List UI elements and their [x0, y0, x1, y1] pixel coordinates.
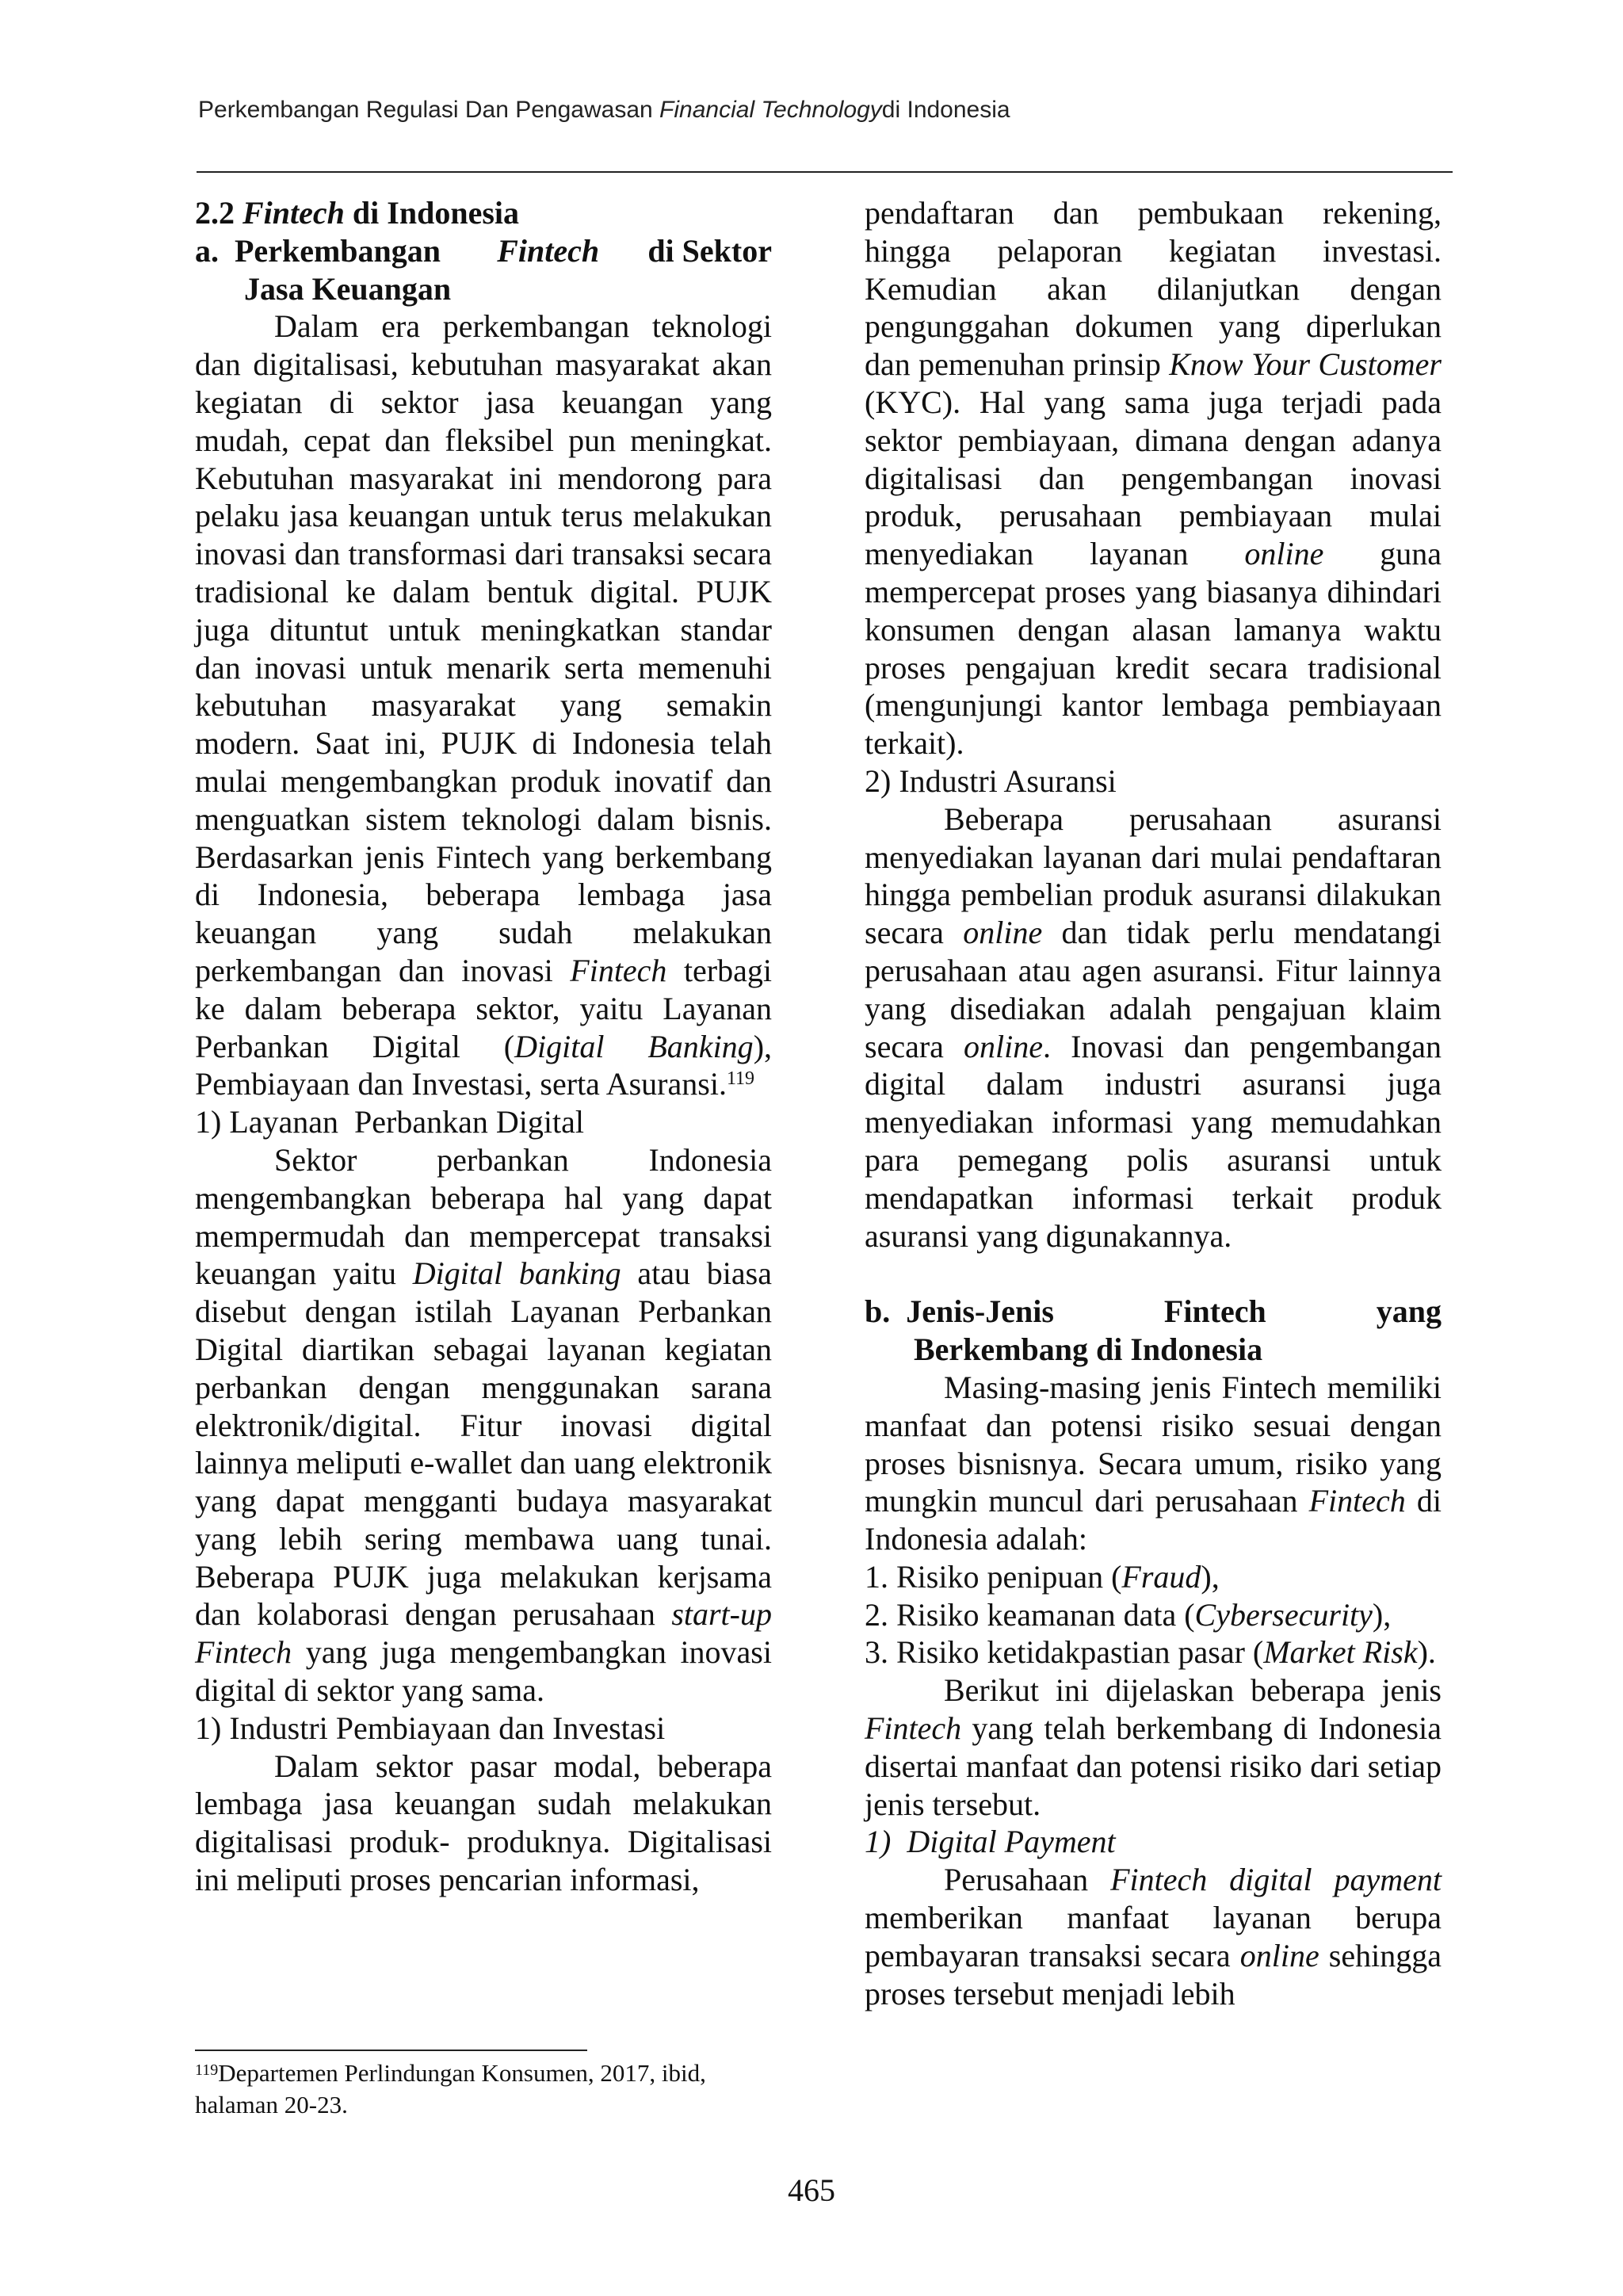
list-item: 2. Risiko keamanan data (Cybersecurity),: [865, 1596, 1392, 1633]
paragraph: Sektor perbankan Indonesia mengembangkan beberapa hal yang dapat mempermudah dan mempercepat transaksi keuangan yaitu Digital banking atau biasa disebut dengan istilah Layanan Perbankan Digital diartikan sebagai layanan kegiatan perbankan dengan menggunakan sarana elektronik/digital. Fitur inovasi digital lainnya meliputi e-wallet dan uang elektronik yang dapat mengganti budaya masyarakat yang lebih sering membawa uang tunai. Beberapa PUJK juga melakukan kerjsama dan kolaborasi dengan perusahaan start-up Fintech yang juga mengembangkan inovasi digital di sektor yang sama.: [195, 1141, 772, 1709]
subheading-insurance: 2) Industri Asuransi: [865, 762, 1117, 799]
subheading-digital-banking: 1) Layanan Perbankan Digital: [195, 1104, 584, 1140]
subsection-a-heading: a. Perkembangan Fintech di Sektor Jasa Keuangan: [195, 232, 772, 307]
left-column: [195, 194, 772, 1899]
header-rule: [197, 171, 1453, 173]
spacer: [865, 1255, 1442, 1293]
section-heading: 2.2 Fintech di Indonesia: [195, 195, 520, 231]
paragraph: Berikut ini dijelaskan beberapa jenis Fintech yang telah berkembang di Indonesia disertai manfaat dan potensi risiko dari setiap jenis tersebut.: [865, 1672, 1442, 1822]
header-text-end: di Indonesia: [881, 97, 1010, 123]
right-column: [865, 194, 1442, 2012]
footnote-rule: [195, 2050, 587, 2051]
paragraph: pendaftaran dan pembukaan rekening, hingga pelaporan kegiatan investasi. Kemudian akan dilanjutkan dengan pengunggahan dokumen yang diperlukan dan pemenuhan prinsip Know Your Customer (KYC). Hal yang sama juga terjadi pada sektor pembiayaan, dimana dengan adanya digitalisasi dan pengembangan inovasi produk, perusahaan pembiayaan mulai menyediakan layanan online guna mempercepat proses yang biasanya dihindari konsumen dengan alasan lamanya waktu proses pengajuan kredit secara tradisional (mengunjungi kantor lembaga pembiayaan terkait).: [865, 195, 1442, 762]
running-header: [198, 97, 1450, 124]
subheading-digital-payment: 1) Digital Payment: [865, 1824, 1116, 1860]
footnote-text: Departemen Perlindungan Konsumen, 2017, ibid, halaman 20-23.: [195, 2059, 706, 2118]
paragraph: Masing-masing jenis Fintech memiliki manfaat dan potensi risiko sesuai dengan proses bisnisnya. Secara umum, risiko yang mungkin muncul dari perusahaan Fintech di Indonesia adalah:: [865, 1369, 1442, 1557]
paragraph: Dalam era perkembangan teknologi dan digitalisasi, kebutuhan masyarakat akan kegiatan di sektor jasa keuangan yang mudah, cepat dan fleksibel pun meningkat. Kebutuhan masyarakat ini mendorong para pelaku jasa keuangan untuk terus melakukan inovasi dan transformasi dari transaksi secara tradisional ke dalam bentuk digital. PUJK juga dituntut untuk meningkatkan standar dan inovasi untuk menarik serta memenuhi kebutuhan masyarakat yang semakin modern. Saat ini, PUJK di Indonesia telah mulai mengembangkan produk inovatif dan menguatkan sistem teknologi dalam bisnis. Berdasarkan jenis Fintech yang berkembang di Indonesia, beberapa lembaga jasa keuangan yang sudah melakukan perkembangan dan inovasi Fintech terbagi ke dalam beberapa sektor, yaitu Layanan Perbankan Digital (Digital Banking), Pembiayaan dan Investasi, serta Asuransi.$^{119}$: [195, 308, 773, 1102]
paragraph: Perusahaan Fintech digital payment memberikan manfaat layanan berupa pembayaran transaksi secara online sehingga proses tersebut menjadi lebih: [865, 1862, 1442, 2011]
list-item: 3. Risiko ketidakpastian pasar (Market Risk).: [865, 1634, 1436, 1671]
page-number: 465: [788, 2172, 835, 2208]
header-italic: Financial Technology: [659, 97, 882, 123]
footnote-number: 119: [195, 2061, 219, 2079]
subsection-b-heading: b. Jenis-Jenis Fintech yang Berkembang di Indonesia: [865, 1293, 1442, 1368]
list-item: 1. Risiko penipuan (Fraud),: [865, 1558, 1220, 1595]
paragraph: Dalam sektor pasar modal, beberapa lembaga jasa keuangan sudah melakukan digitalisasi produk- produknya. Digitalisasi ini meliputi proses pencarian informasi,: [195, 1748, 772, 1898]
header-text: Perkembangan Regulasi Dan Pengawasan: [198, 97, 660, 123]
risk-list: [865, 1558, 1442, 1671]
paragraph: Beberapa perusahaan asuransi menyediakan layanan dari mulai pendaftaran hingga pembelian produk asuransi dilakukan secara online dan tidak perlu mendatangi perusahaan atau agen asuransi. Fitur lainnya yang disediakan adalah pengajuan klaim secara online. Inovasi dan pengembangan digital dalam industri asuransi juga menyediakan informasi yang memudahkan para pemegang polis asuransi untuk mendapatkan informasi terkait produk asuransi yang digunakannya.: [865, 800, 1442, 1254]
subheading-financing-investment: 1) Industri Pembiayaan dan Investasi: [195, 1710, 666, 1746]
footnote-ref: 119: [726, 1068, 755, 1090]
footnote: [195, 2057, 772, 2121]
